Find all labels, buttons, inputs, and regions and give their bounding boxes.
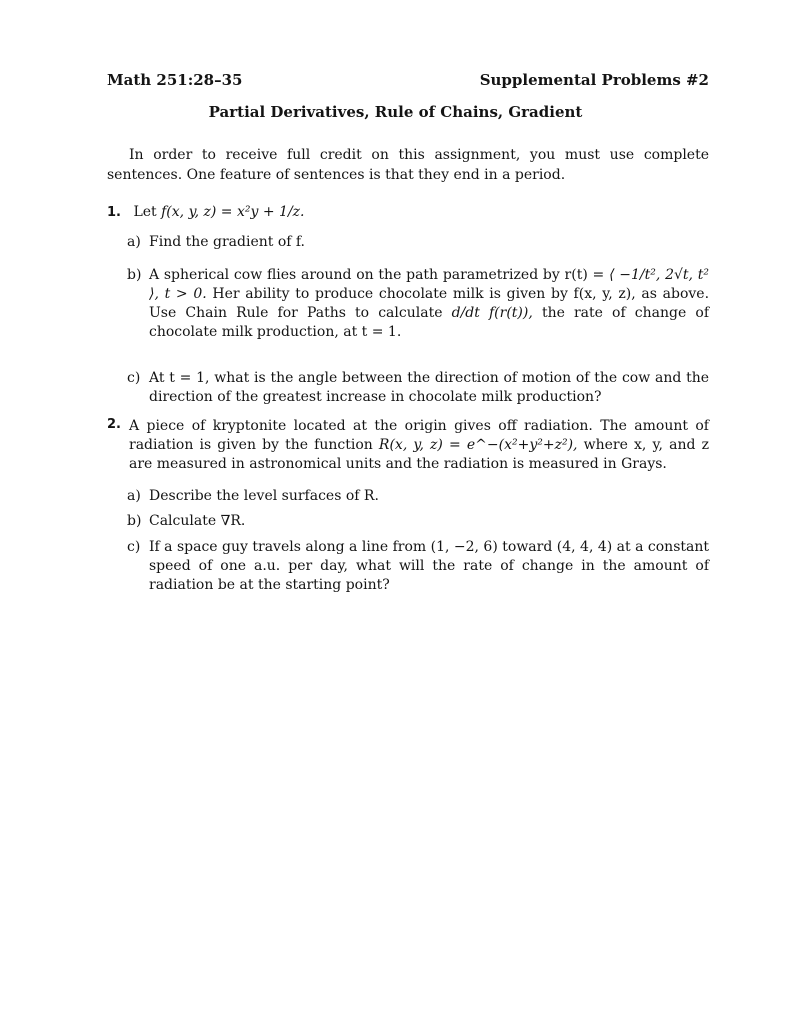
path-vector: ⟨ −1/t², 2√t, t² ⟩, t > 0. xyxy=(149,267,710,302)
problem-number: 2. xyxy=(107,417,121,432)
page-title: Partial Derivatives, Rule of Chains, Gradient xyxy=(208,103,583,121)
part-label: c) xyxy=(127,370,141,386)
part-text: Calculate ∇R. xyxy=(149,513,246,529)
part-label: b) xyxy=(127,267,142,283)
part-2c xyxy=(127,538,709,595)
part-1a xyxy=(127,233,709,252)
intro-paragraph: In order to receive full credit on this assignment, you must use complete sentences. One feature of sentences is that they end in a period. xyxy=(107,147,709,183)
part-label: c) xyxy=(127,539,141,555)
part-label: b) xyxy=(127,513,142,529)
part-1b xyxy=(127,266,709,342)
assignment-header: Supplemental Problems #2 xyxy=(479,71,709,89)
part-label: a) xyxy=(127,488,141,504)
problem-2 xyxy=(129,417,709,474)
part-text-start: A spherical cow flies around on the path parametrized by r(t) = xyxy=(149,267,605,283)
part-2a xyxy=(127,487,709,506)
part-text-mid: Her ability to produce chocolate milk is given by f(x, y, z), as above. Use Chain Rule for Paths to calculate xyxy=(149,286,710,321)
problem-function: f(x, y, z) = x²y + 1/z. xyxy=(161,204,305,220)
problem-text-end: where x, y, and z are measured in astronomical units and the radiation is measured in Grays. xyxy=(129,437,709,472)
part-text: Describe the level surfaces of R. xyxy=(149,488,379,504)
part-1c xyxy=(127,369,709,407)
problem-prefix: Let xyxy=(133,204,157,220)
part-text: At t = 1, what is the angle between the direction of motion of the cow and the direction of the greatest increase in chocolate milk production? xyxy=(149,370,709,405)
course-header: Math 251:28–35 xyxy=(107,71,243,89)
problem-1 xyxy=(107,203,709,222)
part-text: Find the gradient of f. xyxy=(149,234,306,250)
part-text-end: the rate of change of chocolate milk production, at t = 1. xyxy=(149,305,709,340)
part-2b xyxy=(127,512,709,531)
problem-number: 1. xyxy=(107,205,121,220)
part-text: If a space guy travels along a line from (1, −2, 6) toward (4, 4, 4) at a constant speed of one a.u. per day, what will the rate of change in the amount of radiation be at the starting point? xyxy=(149,539,709,593)
derivative-expression: d/dt f(r(t)), xyxy=(451,305,533,321)
problem-text-start: A piece of kryptonite located at the origin gives off radiation. The amount of radiation is given by the function xyxy=(129,418,709,453)
part-label: a) xyxy=(127,234,141,250)
problem-function: R(x, y, z) = e^−(x²+y²+z²), xyxy=(378,437,578,453)
